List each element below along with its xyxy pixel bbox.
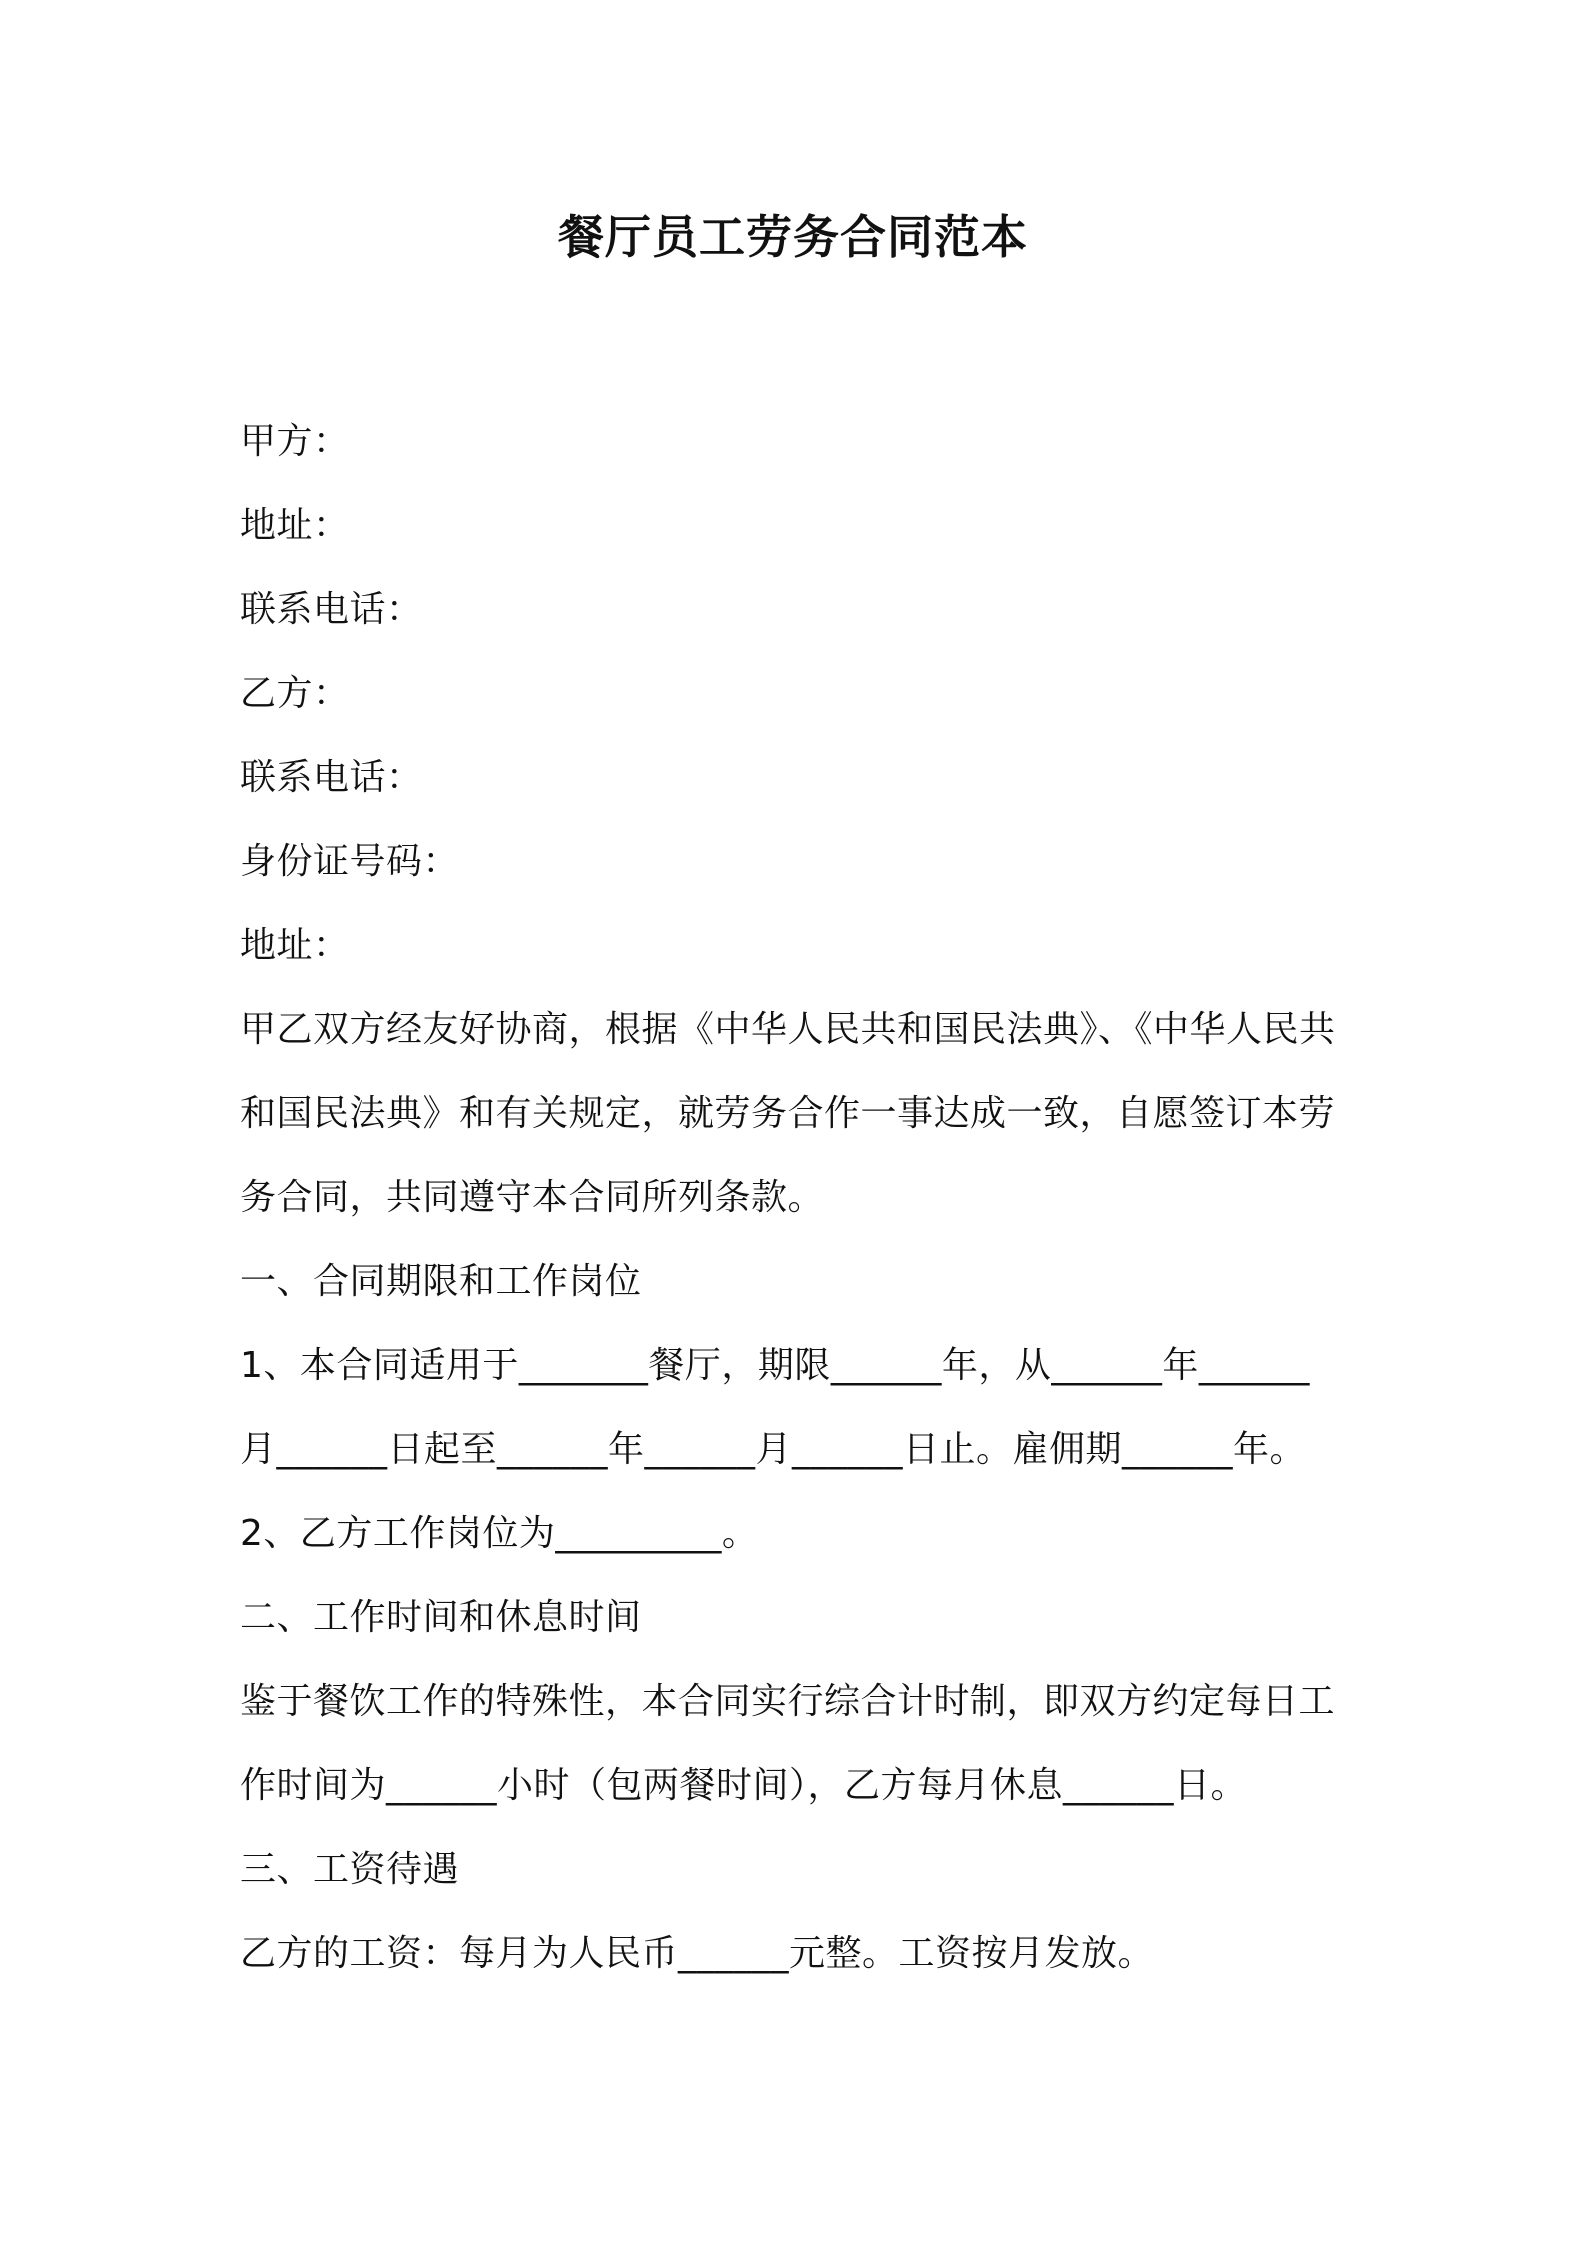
work-hours-line-2: 作时间为______小时（包两餐时间），乙方每月休息______日。 <box>240 1765 1248 1806</box>
clause-1-line-2: 月______日起至______年______月______日止。雇佣期______年。 <box>240 1429 1307 1470</box>
party-a-phone-line: 联系电话： <box>240 589 423 630</box>
section-heading-2: 二、工作时间和休息时间 <box>240 1597 642 1638</box>
clause-2-line: 2、乙方工作岗位为_________。 <box>240 1513 759 1554</box>
document-body <box>240 400 1370 1996</box>
party-b-line: 乙方： <box>240 673 350 714</box>
clause-1-line-1: 1、本合同适用于_______餐厅，期限______年，从______年______ <box>240 1345 1310 1386</box>
party-b-phone-line: 联系电话： <box>240 757 423 798</box>
party-a-address-line: 地址： <box>240 505 350 546</box>
work-hours-line-1: 鉴于餐饮工作的特殊性，本合同实行综合计时制，即双方约定每日工 <box>240 1681 1336 1722</box>
section-heading-3: 三、工资待遇 <box>240 1849 460 1890</box>
preamble-line-3: 务合同，共同遵守本合同所列条款。 <box>240 1177 825 1218</box>
party-a-line: 甲方： <box>240 421 350 462</box>
party-b-id-line: 身份证号码： <box>240 841 460 882</box>
preamble-line-2: 和国民法典》和有关规定，就劳务合作一事达成一致，自愿签订本劳 <box>240 1093 1336 1134</box>
salary-line: 乙方的工资：每月为人民币______元整。工资按月发放。 <box>240 1933 1155 1974</box>
document-title: 餐厅员工劳务合同范本 <box>558 210 1028 264</box>
section-heading-1: 一、合同期限和工作岗位 <box>240 1261 642 1302</box>
party-b-address-line: 地址： <box>240 925 350 966</box>
preamble-line-1: 甲乙双方经友好协商，根据《中华人民共和国民法典》、《中华人民共 <box>240 1009 1336 1050</box>
